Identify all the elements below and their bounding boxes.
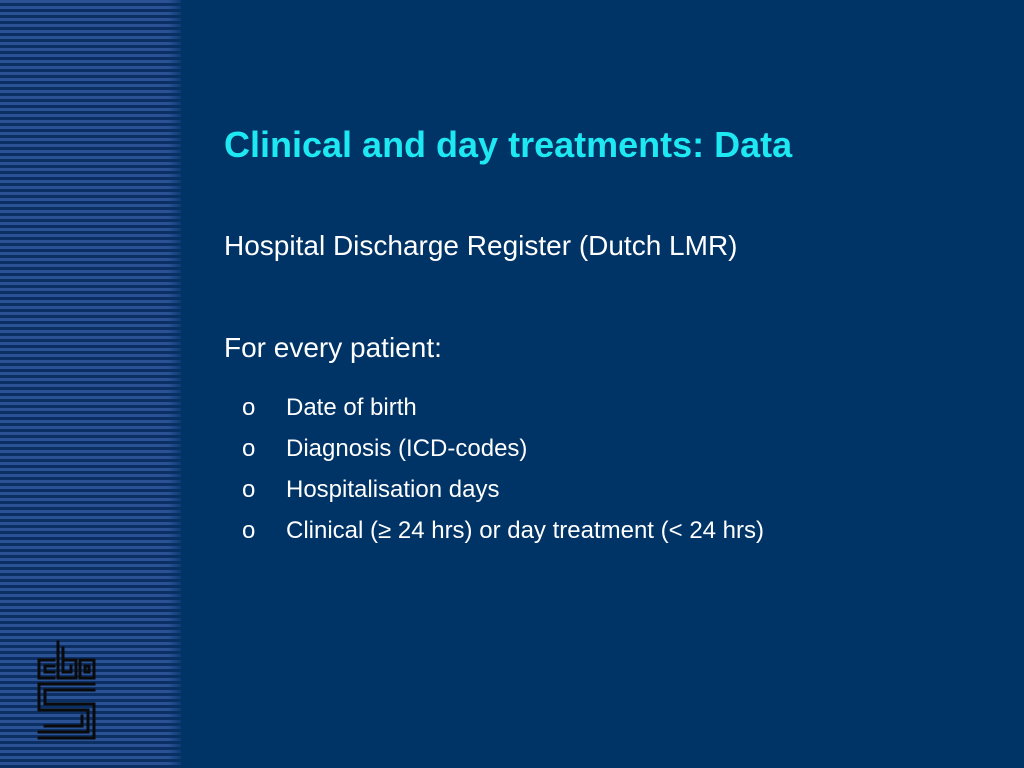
list-item-text: Date of birth — [286, 394, 417, 421]
patient-fields-intro: For every patient: — [224, 332, 442, 363]
list-item — [242, 392, 764, 433]
bullet-marker: o — [242, 435, 256, 462]
list-item-text: Hospitalisation days — [286, 476, 500, 503]
list-item-text: Clinical (≥ 24 hrs) or day treatment (< 24 hrs) — [286, 517, 765, 544]
bullet-marker: o — [242, 476, 256, 503]
data-source-text: Hospital Discharge Register (Dutch LMR) — [224, 230, 738, 261]
stripe-band-shadow — [168, 0, 184, 768]
patient-fields-list — [242, 392, 764, 556]
list-item-text: Diagnosis (ICD-codes) — [286, 435, 528, 462]
bullet-marker: o — [242, 394, 256, 421]
cbs-logo — [36, 638, 96, 740]
list-item — [242, 433, 764, 474]
bullet-marker: o — [242, 517, 256, 544]
list-item — [242, 515, 764, 556]
list-item — [242, 474, 764, 515]
slide-title: Clinical and day treatments: Data — [224, 124, 793, 165]
